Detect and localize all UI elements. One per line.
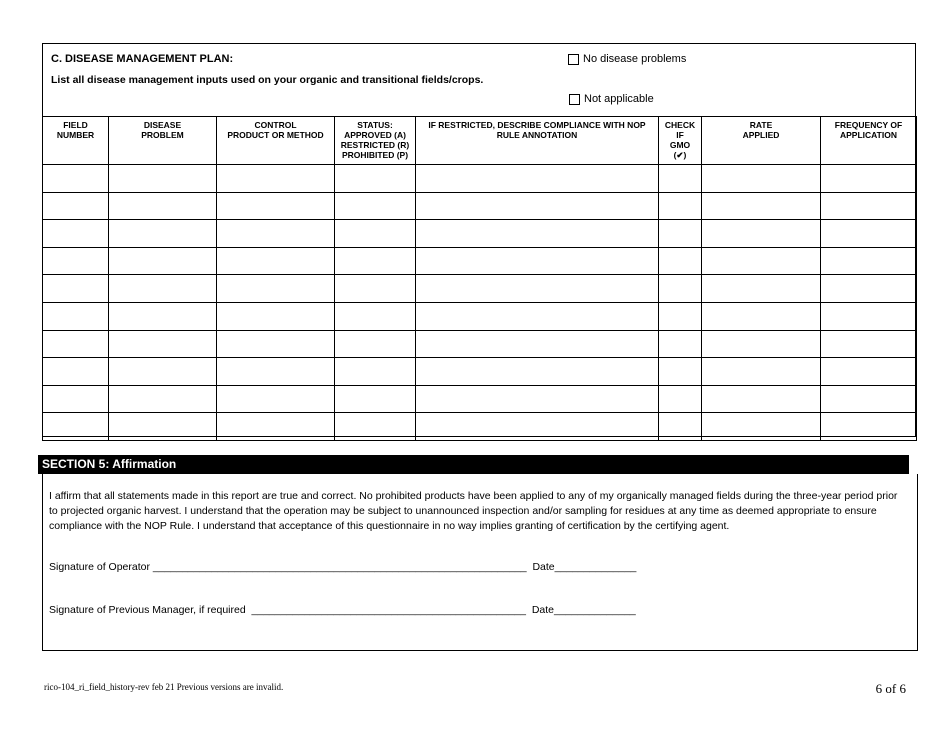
table-cell[interactable]: [109, 247, 217, 275]
table-cell[interactable]: [702, 330, 821, 358]
table-cell[interactable]: [416, 330, 659, 358]
table-cell[interactable]: [821, 385, 917, 413]
table-cell[interactable]: [821, 413, 917, 441]
table-cell[interactable]: [43, 220, 109, 248]
table-cell[interactable]: [335, 220, 416, 248]
page-number: 6 of 6: [875, 681, 906, 696]
table-cell[interactable]: [702, 220, 821, 248]
table-cell[interactable]: [109, 385, 217, 413]
col-header: FIELD NUMBER: [43, 117, 109, 165]
no-disease-option[interactable]: [568, 53, 686, 65]
table-cell[interactable]: [43, 165, 109, 193]
table-cell[interactable]: [109, 413, 217, 441]
table-cell[interactable]: [821, 165, 917, 193]
table-cell[interactable]: [217, 165, 335, 193]
table-cell[interactable]: [659, 192, 702, 220]
table-row: [43, 192, 917, 220]
table-cell[interactable]: [217, 275, 335, 303]
section-c-instruction: List all disease management inputs used on your organic and transitional fields/crops.: [51, 74, 484, 86]
section-c-title: C. DISEASE MANAGEMENT PLAN:: [51, 53, 234, 65]
col-header: FREQUENCY OF APPLICATION: [821, 117, 917, 165]
table-row: [43, 358, 917, 386]
not-applicable-option[interactable]: [569, 93, 654, 105]
table-row: [43, 330, 917, 358]
table-cell[interactable]: [43, 358, 109, 386]
table-cell[interactable]: [416, 302, 659, 330]
affirmation-text: I affirm that all statements made in this report are true and correct. No prohibited products have been applied to any of my organically managed fields during the three-year period prior to projected organic harvest. I understand that the operation may be subject to unannounced inspection and/or sampling for residues at any time as deemed appropriate to ensure compliance with the NOP Rule. I understand that acceptance of this questionnaire in no way implies granting of certification by the certifying agent.: [49, 490, 898, 532]
table-cell[interactable]: [416, 275, 659, 303]
table-cell[interactable]: [43, 275, 109, 303]
table-cell[interactable]: [217, 302, 335, 330]
table-cell[interactable]: [659, 165, 702, 193]
table-cell[interactable]: [821, 330, 917, 358]
table-cell[interactable]: [821, 302, 917, 330]
table-cell[interactable]: [109, 275, 217, 303]
table-cell[interactable]: [659, 220, 702, 248]
table-row: [43, 275, 917, 303]
table-cell[interactable]: [43, 247, 109, 275]
table-cell[interactable]: [659, 413, 702, 441]
table-cell[interactable]: [702, 275, 821, 303]
table-cell[interactable]: [416, 192, 659, 220]
table-cell[interactable]: [217, 385, 335, 413]
not-applicable-checkbox[interactable]: [569, 94, 580, 105]
table-cell[interactable]: [335, 358, 416, 386]
operator-signature-line[interactable]: Signature of Operator ________________________________________________________________ Date______________: [49, 561, 637, 573]
table-cell[interactable]: [416, 358, 659, 386]
table-cell[interactable]: [217, 413, 335, 441]
table-cell[interactable]: [109, 330, 217, 358]
table-cell[interactable]: [335, 247, 416, 275]
table-cell[interactable]: [335, 385, 416, 413]
table-cell[interactable]: [109, 192, 217, 220]
table-cell[interactable]: [43, 385, 109, 413]
table-cell[interactable]: [217, 192, 335, 220]
table-header-row: [43, 117, 917, 165]
table-cell[interactable]: [335, 413, 416, 441]
col-header: CONTROL PRODUCT OR METHOD: [217, 117, 335, 165]
table-cell[interactable]: [659, 247, 702, 275]
col-header: STATUS: APPROVED (A) RESTRICTED (R) PROHIBITED (P): [335, 117, 416, 165]
table-cell[interactable]: [821, 220, 917, 248]
table-cell[interactable]: [335, 275, 416, 303]
table-cell[interactable]: [335, 192, 416, 220]
col-header: DISEASE PROBLEM: [109, 117, 217, 165]
table-cell[interactable]: [702, 385, 821, 413]
table-row: [43, 247, 917, 275]
table-cell[interactable]: [659, 302, 702, 330]
section-5-header: SECTION 5: Affirmation: [38, 455, 909, 474]
table-row: [43, 165, 917, 193]
table-cell[interactable]: [217, 220, 335, 248]
table-body: [43, 165, 917, 441]
table-cell[interactable]: [821, 275, 917, 303]
table-cell[interactable]: [416, 247, 659, 275]
table-cell[interactable]: [109, 220, 217, 248]
table-cell[interactable]: [702, 247, 821, 275]
table-row: [43, 302, 917, 330]
table-cell[interactable]: [821, 192, 917, 220]
affirmation-section: [42, 474, 918, 651]
no-disease-label: No disease problems: [583, 53, 687, 65]
table-cell[interactable]: [43, 192, 109, 220]
table-cell[interactable]: [702, 358, 821, 386]
table-cell[interactable]: [43, 302, 109, 330]
table-cell[interactable]: [335, 330, 416, 358]
table-cell[interactable]: [702, 192, 821, 220]
table-row: [43, 220, 917, 248]
table-cell[interactable]: [109, 302, 217, 330]
table-cell[interactable]: [217, 247, 335, 275]
col-header: CHECK IF GMO (✔): [659, 117, 702, 165]
table-cell[interactable]: [821, 247, 917, 275]
table-row: [43, 413, 917, 441]
table-cell[interactable]: [659, 385, 702, 413]
disease-management-table: [42, 116, 917, 441]
no-disease-checkbox[interactable]: [568, 54, 579, 65]
table-cell[interactable]: [659, 330, 702, 358]
table-cell[interactable]: [217, 330, 335, 358]
not-applicable-label: Not applicable: [584, 93, 654, 105]
table-cell[interactable]: [659, 358, 702, 386]
table-cell[interactable]: [43, 413, 109, 441]
table-cell[interactable]: [43, 330, 109, 358]
table-cell[interactable]: [335, 165, 416, 193]
table-cell[interactable]: [702, 302, 821, 330]
previous-manager-signature-line[interactable]: Signature of Previous Manager, if required _______________________________________________ Date______________: [49, 604, 636, 616]
table-cell[interactable]: [416, 165, 659, 193]
table-cell[interactable]: [416, 220, 659, 248]
table-cell[interactable]: [702, 413, 821, 441]
table-cell[interactable]: [702, 165, 821, 193]
col-header: IF RESTRICTED, DESCRIBE COMPLIANCE WITH NOP RULE ANNOTATION: [416, 117, 659, 165]
table-cell[interactable]: [416, 385, 659, 413]
table-cell[interactable]: [335, 302, 416, 330]
table-cell[interactable]: [109, 358, 217, 386]
table-cell[interactable]: [416, 413, 659, 441]
table-cell[interactable]: [821, 358, 917, 386]
form-id: rico-104_ri_field_history-rev feb 21 Previous versions are invalid.: [44, 682, 284, 692]
table-row: [43, 385, 917, 413]
table-cell[interactable]: [659, 275, 702, 303]
table-cell[interactable]: [109, 165, 217, 193]
disease-management-section: [42, 43, 916, 437]
col-header: RATE APPLIED: [702, 117, 821, 165]
table-cell[interactable]: [217, 358, 335, 386]
